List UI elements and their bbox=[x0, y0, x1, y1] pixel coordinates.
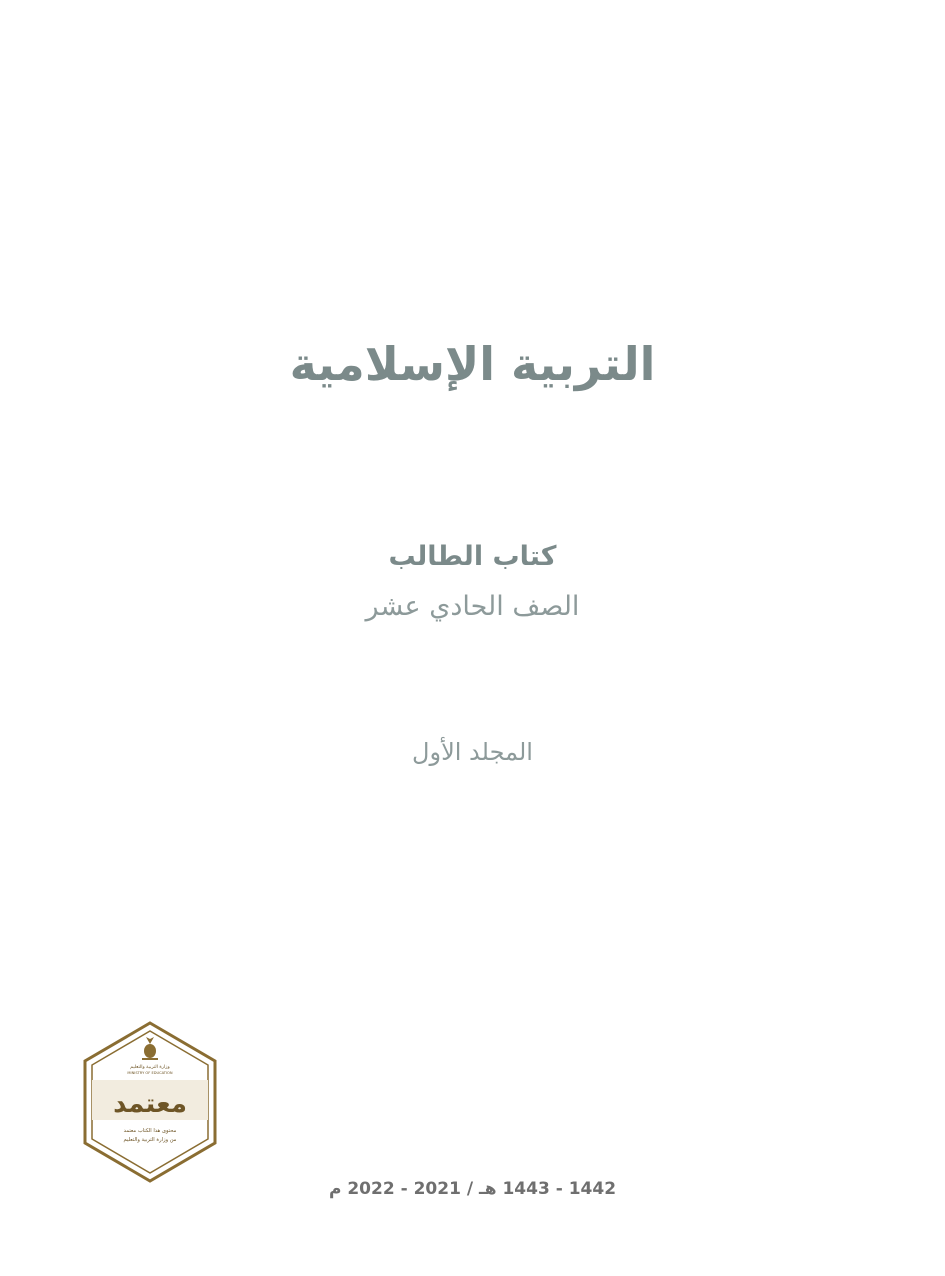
approved-seal bbox=[80, 1020, 220, 1184]
book-type-label: كتاب الطالب bbox=[388, 541, 557, 572]
seal-ministry-line: وزارة التربية والتعليم bbox=[130, 1065, 170, 1070]
page-title: التربية الإسلامية bbox=[289, 337, 656, 391]
volume-label: المجلد الأول bbox=[412, 738, 533, 766]
seal-ministry-line-en: MINISTRY OF EDUCATION bbox=[127, 1071, 173, 1075]
seal-stamp-word: معتمد bbox=[113, 1089, 187, 1119]
footer-date: 1442 - 1443 هـ / 2021 - 2022 م bbox=[328, 1179, 617, 1199]
ministry-emblem-icon bbox=[142, 1037, 158, 1060]
grade-label: الصف الحادي عشر bbox=[365, 591, 580, 622]
seal-note-line-1: محتوى هذا الكتاب معتمد bbox=[123, 1128, 177, 1134]
seal-note-line-2: من وزارة التربية والتعليم bbox=[123, 1137, 177, 1143]
